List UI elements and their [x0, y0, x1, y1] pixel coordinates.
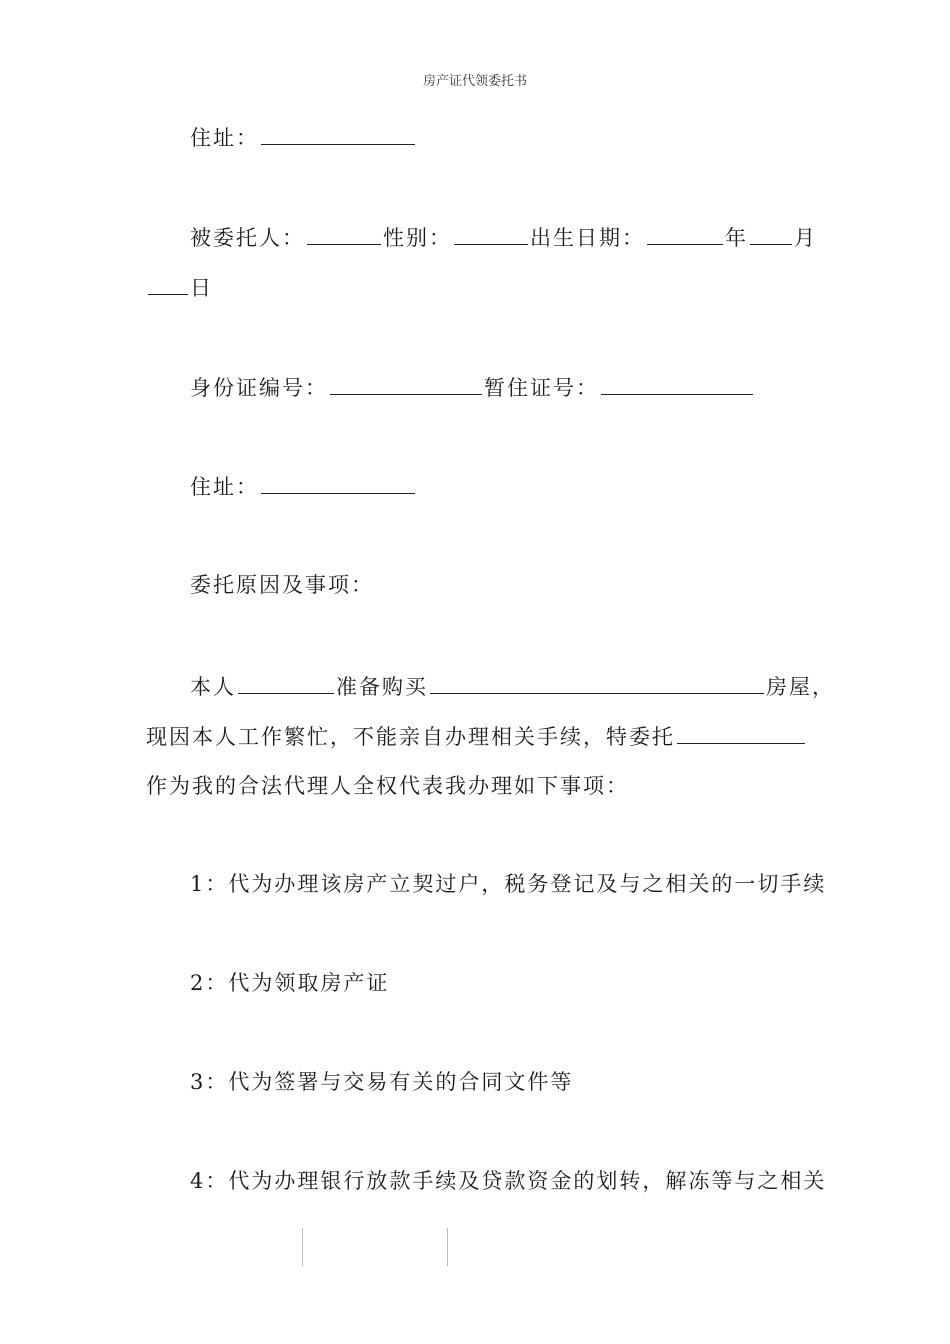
self-label: 本人: [190, 675, 236, 699]
reason-line: [146, 721, 807, 752]
residence-permit-label: 暂住证号：: [484, 376, 599, 400]
id-number-label: 身份证编号：: [190, 376, 328, 400]
page-footer-mark-left: [302, 1228, 303, 1266]
id-line: [190, 372, 755, 403]
purchase-line: [190, 671, 835, 702]
reason-text: 现因本人工作繁忙，不能亲自办理相关手续，特委托: [146, 725, 675, 749]
property-blank[interactable]: [430, 671, 764, 694]
address-line-1: [190, 122, 417, 153]
address-label: 住址：: [190, 475, 259, 499]
page-footer-mark-right: [447, 1228, 448, 1266]
gender-blank[interactable]: [454, 222, 528, 245]
trustee-line: [190, 222, 817, 253]
month-label: 月: [794, 226, 817, 250]
purchase-label: 准备购买: [336, 675, 428, 699]
birth-year-blank[interactable]: [647, 222, 723, 245]
gender-label: 性别：: [383, 226, 452, 250]
address-label: 住址：: [190, 126, 259, 150]
birthdate-label: 出生日期：: [530, 226, 645, 250]
day-label: 日: [190, 276, 213, 300]
agent-name-blank[interactable]: [677, 721, 805, 744]
matter-item-4: 4：代为办理银行放款手续及贷款资金的划转，解冻等与之相关: [190, 1169, 827, 1193]
matter-item-2: 2：代为领取房产证: [190, 971, 390, 995]
agent-authority-line: 作为我的合法代理人全权代表我办理如下事项：: [146, 774, 629, 798]
address-blank[interactable]: [261, 471, 415, 494]
principal-name-blank[interactable]: [238, 671, 334, 694]
birth-day-blank[interactable]: [148, 272, 188, 295]
trustee-label: 被委托人：: [190, 226, 305, 250]
id-number-blank[interactable]: [330, 372, 482, 395]
year-label: 年: [725, 226, 748, 250]
residence-permit-blank[interactable]: [601, 372, 753, 395]
birth-month-blank[interactable]: [750, 222, 792, 245]
document-header: 房产证代领委托书: [422, 74, 527, 89]
address-blank[interactable]: [261, 122, 415, 145]
house-label: 房屋，: [766, 675, 835, 699]
trustee-name-blank[interactable]: [307, 222, 381, 245]
matter-item-1: 1：代为办理该房产立契过户，税务登记及与之相关的一切手续: [190, 872, 827, 896]
address-line-2: [190, 471, 417, 502]
reason-heading: 委托原因及事项：: [190, 573, 374, 597]
day-line: [146, 272, 213, 303]
matter-item-3: 3：代为签署与交易有关的合同文件等: [190, 1070, 574, 1094]
